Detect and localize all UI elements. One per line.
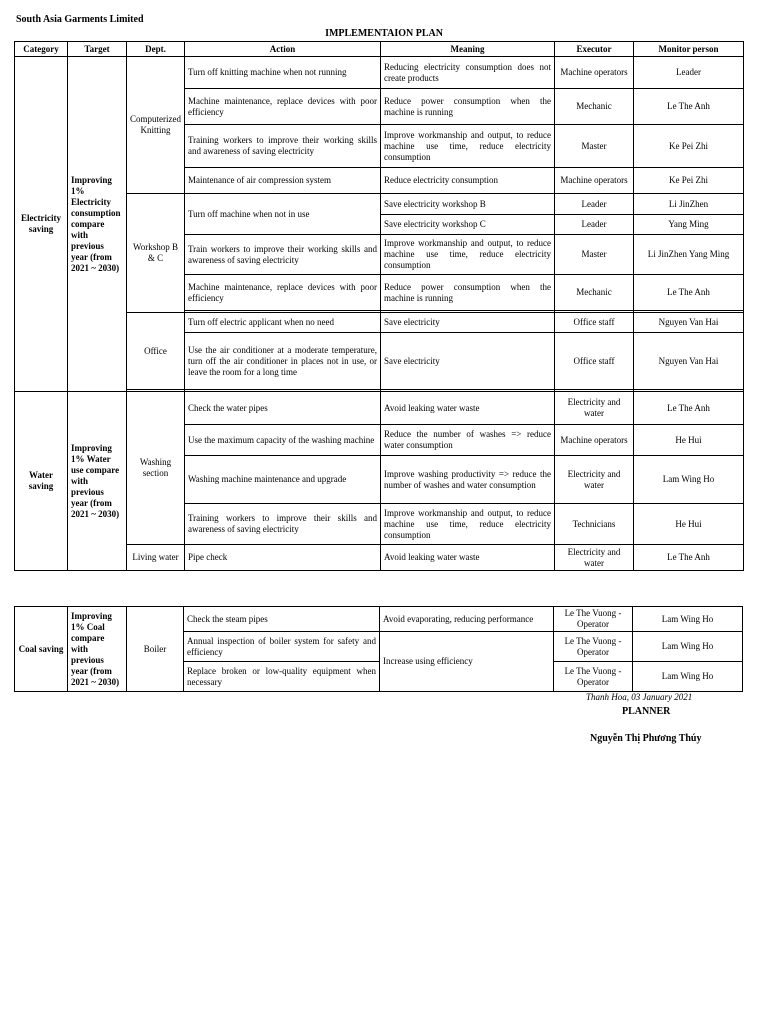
action-cell: Use the maximum capacity of the washing machine <box>185 425 381 456</box>
executor-cell: Le The Vuong - Operator <box>554 662 633 692</box>
monitor-cell: Lam Wing Ho <box>634 456 744 504</box>
executor-cell: Office staff <box>555 313 634 333</box>
meaning-cell: Save electricity workshop B <box>381 194 555 215</box>
monitor-cell: He Hui <box>634 504 744 545</box>
executor-cell: Technicians <box>555 504 634 545</box>
column-header: Executor <box>555 42 634 57</box>
action-cell: Training workers to improve their working skills and awareness of saving electricity <box>185 125 381 168</box>
action-cell: Turn off machine when not in use <box>185 194 381 235</box>
company-name: South Asia Garments Limited <box>16 14 144 25</box>
meaning-cell: Reduce power consumption when the machine is running <box>381 275 555 311</box>
meaning-cell: Increase using efficiency <box>380 632 554 692</box>
category-cell: Electricity saving <box>15 57 68 392</box>
executor-cell: Le The Vuong - Operator <box>554 632 633 662</box>
column-header: Meaning <box>381 42 555 57</box>
action-cell: Washing machine maintenance and upgrade <box>185 456 381 504</box>
action-cell: Check the steam pipes <box>184 607 380 632</box>
page-title: IMPLEMENTAION PLAN <box>325 28 443 39</box>
action-cell: Turn off knitting machine when not running <box>185 57 381 89</box>
monitor-cell: Leader <box>634 57 744 89</box>
table-row <box>15 57 744 89</box>
meaning-cell: Avoid evaporating, reducing performance <box>380 607 554 632</box>
executor-cell: Electricity and water <box>555 545 634 571</box>
action-cell: Machine maintenance, replace devices with poor efficiency <box>185 275 381 311</box>
column-header: Monitor person <box>634 42 744 57</box>
dept-cell: Office <box>127 313 185 390</box>
monitor-cell: Nguyen Van Hai <box>634 333 744 390</box>
meaning-cell: Avoid leaking water waste <box>381 545 555 571</box>
table-header-row <box>15 42 744 57</box>
action-cell: Check the water pipes <box>185 392 381 425</box>
column-header: Dept. <box>127 42 185 57</box>
implementation-plan-table <box>14 41 744 571</box>
meaning-cell: Save electricity workshop C <box>381 215 555 235</box>
executor-cell: Office staff <box>555 333 634 390</box>
action-cell: Machine maintenance, replace devices with poor efficiency <box>185 89 381 125</box>
meaning-cell: Improve washing productivity => reduce the number of washes and water consumption <box>381 456 555 504</box>
executor-cell: Mechanic <box>555 89 634 125</box>
meaning-cell: Save electricity <box>381 313 555 333</box>
target-cell: Improving 1% Coal compare with previous year (from 2021 ~ 2030) <box>68 607 127 692</box>
dept-cell: Workshop B & C <box>127 194 185 313</box>
meaning-cell: Improve workmanship and output, to reduce machine use time, reduce electricity consumption <box>381 504 555 545</box>
category-cell: Coal saving <box>15 607 68 692</box>
monitor-cell: Lam Wing Ho <box>633 607 743 632</box>
monitor-cell: Le The Anh <box>634 545 744 571</box>
dept-cell: Washing section <box>127 392 185 545</box>
meaning-cell: Reduce electricity consumption <box>381 168 555 194</box>
monitor-cell: Nguyen Van Hai <box>634 313 744 333</box>
monitor-cell: Ke Pei Zhi <box>634 125 744 168</box>
dept-cell: Boiler <box>127 607 184 692</box>
action-cell: Annual inspection of boiler system for safety and efficiency <box>184 632 380 662</box>
meaning-cell: Reducing electricity consumption does not create products <box>381 57 555 89</box>
action-cell: Use the air conditioner at a moderate temperature, turn off the air conditioner in places not in use, or leave the room for a long time <box>185 333 381 390</box>
target-cell: Improving 1% Electricity consumption compare with previous year (from 2021 ~ 2030) <box>68 57 127 392</box>
column-header: Action <box>185 42 381 57</box>
action-cell: Maintenance of air compression system <box>185 168 381 194</box>
target-cell: Improving 1% Water use compare with previous year (from 2021 ~ 2030) <box>68 392 127 571</box>
executor-cell: Electricity and water <box>555 456 634 504</box>
executor-cell: Leader <box>555 215 634 235</box>
meaning-cell: Avoid leaking water waste <box>381 392 555 425</box>
monitor-cell: Li JinZhen Yang Ming <box>634 235 744 275</box>
executor-cell: Machine operators <box>555 168 634 194</box>
monitor-cell: He Hui <box>634 425 744 456</box>
monitor-cell: Le The Anh <box>634 275 744 311</box>
action-cell: Pipe check <box>185 545 381 571</box>
meaning-cell: Improve workmanship and output, to reduce machine use time, reduce electricity consumption <box>381 235 555 275</box>
executor-cell: Electricity and water <box>555 392 634 425</box>
meaning-cell: Reduce the number of washes => reduce water consumption <box>381 425 555 456</box>
meaning-cell: Save electricity <box>381 333 555 390</box>
coal-saving-table <box>14 606 743 692</box>
dept-cell: Computerized Knitting <box>127 57 185 194</box>
meaning-cell: Reduce power consumption when the machine is running <box>381 89 555 125</box>
executor-cell: Leader <box>555 194 634 215</box>
executor-cell: Master <box>555 125 634 168</box>
executor-cell: Machine operators <box>555 425 634 456</box>
table-row <box>15 607 743 632</box>
monitor-cell: Li JinZhen <box>634 194 744 215</box>
column-header: Category <box>15 42 68 57</box>
monitor-cell: Yang Ming <box>634 215 744 235</box>
dept-cell: Living water <box>127 545 185 571</box>
signature-date: Thanh Hoa, 03 January 2021 <box>586 692 693 702</box>
monitor-cell: Ke Pei Zhi <box>634 168 744 194</box>
executor-cell: Mechanic <box>555 275 634 311</box>
action-cell: Train workers to improve their working skills and awareness of saving electricity <box>185 235 381 275</box>
category-cell: Water saving <box>15 392 68 571</box>
action-cell: Turn off electric applicant when no need <box>185 313 381 333</box>
meaning-cell: Improve workmanship and output, to reduce machine use time, reduce electricity consumption <box>381 125 555 168</box>
monitor-cell: Lam Wing Ho <box>633 632 743 662</box>
executor-cell: Machine operators <box>555 57 634 89</box>
action-cell: Training workers to improve their skills and awareness of saving electricity <box>185 504 381 545</box>
executor-cell: Le The Vuong - Operator <box>554 607 633 632</box>
table-row <box>15 392 744 425</box>
monitor-cell: Lam Wing Ho <box>633 662 743 692</box>
monitor-cell: Le The Anh <box>634 89 744 125</box>
action-cell: Replace broken or low-quality equipment when necessary <box>184 662 380 692</box>
planner-label: PLANNER <box>622 706 671 717</box>
planner-name: Nguyễn Thị Phương Thúy <box>590 733 702 744</box>
column-header: Target <box>68 42 127 57</box>
monitor-cell: Le The Anh <box>634 392 744 425</box>
executor-cell: Master <box>555 235 634 275</box>
